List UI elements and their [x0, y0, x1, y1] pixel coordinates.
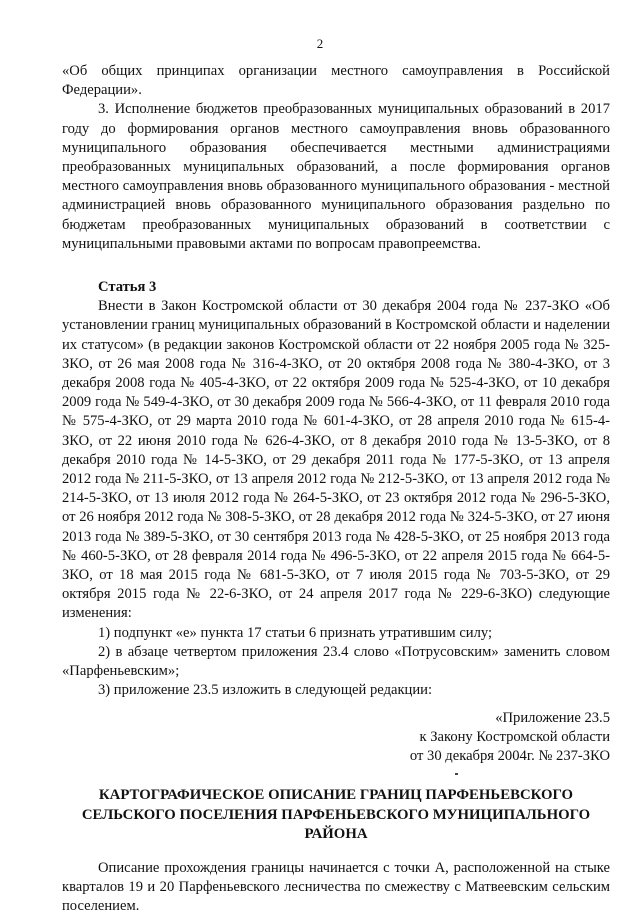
change-item-1: 1) подпункт «е» пункта 17 статьи 6 признать утратившим силу;	[98, 624, 493, 641]
boundary-description: Описание прохождения границы начинается с точки А, расположенной на стыке кварталов 19 и 20 Парфеньевского лесничества по смежеству с Матвеевским сельским поселением.	[62, 859, 610, 915]
spacer	[62, 254, 610, 278]
article-heading: Статья 3	[98, 279, 157, 296]
article-text: Внести в Закон Костромской области от 30 декабря 2004 года № 237-ЗКО «Об установлении границ муниципальных образований в Костромской области и наделении их статусом» (в редакции законов Костромской области от 22 ноября 2005 года № 325-ЗКО, от 26 мая 2008 года № 316-4-ЗКО, от 20 октября 2008 года № 380-4-ЗКО, от 3 декабря 2008 года № 405-4-ЗКО, от 22 октября 2009 года № 525-4-ЗКО, от 10 декабря 2009 года № 549-4-ЗКО, от 30 декабря 2009 года № 566-4-ЗКО, от 11 февраля 2010 года № 575-4-ЗКО, от 29 марта 2010 года № 601-4-ЗКО, от 28 апреля 2010 года № 615-4-ЗКО, от 22 июня 2010 года № 626-4-ЗКО, от 8 декабря 2010 года № 13-5-ЗКО, от 8 декабря 2010 года № 14-5-ЗКО, от 29 декабря 2011 года № 177-5-ЗКО, от 13 апреля 2012 года № 211-5-ЗКО, от 13 апреля 2012 года № 212-5-ЗКО, от 13 апреля 2012 года № 214-5-ЗКО, от 13 июля 2012 года № 264-5-ЗКО, от 23 октября 2012 года № 296-5-ЗКО, от 26 ноября 2012 года № 308-5-ЗКО, от 28 декабря 2012 года № 324-5-ЗКО, от 27 июня 2013 года № 389-5-ЗКО, от 30 сентября 2013 года № 428-5-ЗКО, от 25 ноября 2013 года № 460-5-ЗКО, от 28 февраля 2014 года № 496-5-ЗКО, от 22 апреля 2015 года № 664-5-ЗКО, от 18 мая 2015 года № 681-5-ЗКО, от 7 июля 2015 года № 703-5-ЗКО, от 29 октября 2015 года № 22-6-ЗКО, от 24 апреля 2017 года № 229-6-ЗКО) следующие изменения:	[62, 298, 610, 622]
scan-mark	[455, 773, 458, 775]
document-body	[62, 62, 610, 916]
spacer	[62, 701, 610, 709]
appendix-ref-line-3: от 30 декабря 2004г. № 237-ЗКО	[409, 747, 610, 764]
appendix-ref-line-2: к Закону Костромской области	[419, 728, 610, 745]
change-item-3: 3) приложение 23.5 изложить в следующей редакции:	[98, 682, 433, 699]
page-number: 2	[316, 36, 324, 51]
change-item-2: 2) в абзаце четвертом приложения 23.4 слово «Потрусовским» заменить словом «Парфеньевским»;	[62, 643, 610, 680]
section-title: КАРТОГРАФИЧЕСКОЕ ОПИСАНИЕ ГРАНИЦ ПАРФЕНЬЕВСКОГО СЕЛЬСКОГО ПОСЕЛЕНИЯ ПАРФЕНЬЕВСКОГО МУНИЦИПАЛЬНОГО РАЙОНА	[81, 787, 591, 843]
paragraph-budget-execution: 3. Исполнение бюджетов преобразованных муниципальных образований в 2017 году до формирования органов местного самоуправления вновь образованного муниципального образования обеспечивается местными администрациями преобразованных муниципальных образований, а после формирования органов местного самоуправления вновь образованного муниципального образования - местной администрацией вновь образованного муниципального образования раздельно по бюджетам преобразованных муниципальных образований в соответствии с муниципальными правовыми актами по вопросам правопреемства.	[62, 101, 610, 252]
appendix-ref-line-1: «Приложение 23.5	[495, 709, 610, 726]
paragraph-federal-law-ref: «Об общих принципах организации местного самоуправления в Российской Федерации».	[62, 63, 610, 99]
